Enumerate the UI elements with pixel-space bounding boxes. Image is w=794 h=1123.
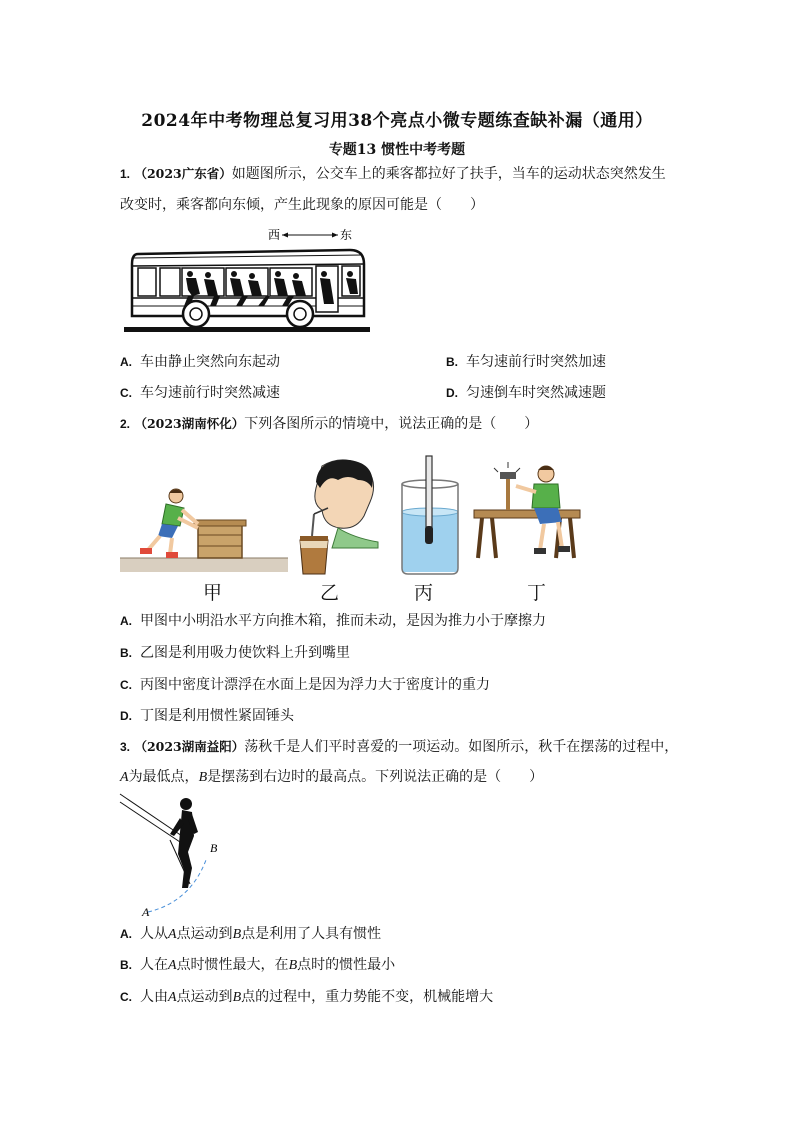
question-source: （2023湖南怀化） [134,416,245,431]
question-2-line-1 [120,414,538,434]
boy-head [315,460,378,548]
point-b-label: B [210,841,218,855]
q3-option-a: A. 人从A点运动到B点是利用了人具有惯性 [120,926,382,942]
section-subtitle: 专题13 惯性中考考题 [328,142,466,158]
floor [120,558,288,572]
caption-jia: 甲 [203,582,223,604]
q1-option-b: B. 车匀速前行时突然加速 [446,354,606,370]
swing-path [148,860,206,912]
q1-option-d: D. 匀速倒车时突然减速题 [446,385,606,401]
question-1-line-1 [120,164,666,184]
wooden-box [194,520,246,558]
question-source: （2023广东省） [134,166,232,181]
bus-figure [118,224,378,336]
q2-option-a: A. 甲图中小明沿水平方向推木箱，推而未动，是因为推力小于摩擦力 [120,613,546,629]
point-a-label: A [142,905,150,919]
west-label: 西 [268,228,281,242]
question-text: 荡秋千是人们平时喜爱的一项运动。如图所示，秋千在摆荡的过程中， [244,739,679,755]
question-3-line-1 [120,737,678,757]
figure-jia-pushing-box [120,484,290,574]
question-number: 3. [120,740,131,754]
q3-option-c: C. 人由A点运动到B点的过程中，重力势能不变，机械能增大 [120,989,494,1005]
question-number: 2. [120,417,131,431]
swing-figure [118,792,230,920]
question-3-line-2: A为最低点，B是摆荡到右边时的最高点。下列说法正确的是（ ） [120,769,544,785]
figure-yi-drinking [298,458,390,576]
figure-bing-hydrometer [398,454,462,578]
boy-pushing [140,489,198,558]
density-meter [425,456,433,544]
ground-line [124,327,370,332]
question-number: 1. [120,167,131,181]
q2-option-b: B. 乙图是利用吸力使饮料上升到嘴里 [120,645,350,661]
east-label: 东 [340,228,353,242]
question-source: （2023湖南益阳） [134,739,245,754]
question-text: 如题图所示，公交车上的乘客都拉好了扶手，当车的运动状态突然发生 [231,166,666,182]
document-title: 2024年中考物理总复习用38个亮点小微专题练查缺补漏（通用） [141,111,653,131]
figure-ding-hammer [470,462,584,572]
caption-yi: 乙 [320,582,340,604]
question-1-line-2: 改变时，乘客都向东倾，产生此现象的原因可能是（ ） [120,197,484,213]
question-text: 下列各图所示的情境中，说法正确的是（ ） [244,416,539,432]
q1-option-a: A. 车由静止突然向东起动 [120,354,280,370]
q2-option-d: D. 丁图是利用惯性紧固锤头 [120,708,294,724]
q3-option-b: B. 人在A点时惯性最大，在B点时的惯性最小 [120,957,396,973]
swinging-person-silhouette [170,798,198,888]
q2-option-c: C. 丙图中密度计漂浮在水面上是因为浮力大于密度计的重力 [120,677,490,693]
caption-ding: 丁 [527,582,547,604]
q1-option-c: C. 车匀速前行时突然减速 [120,385,280,401]
caption-bing: 丙 [414,582,434,604]
